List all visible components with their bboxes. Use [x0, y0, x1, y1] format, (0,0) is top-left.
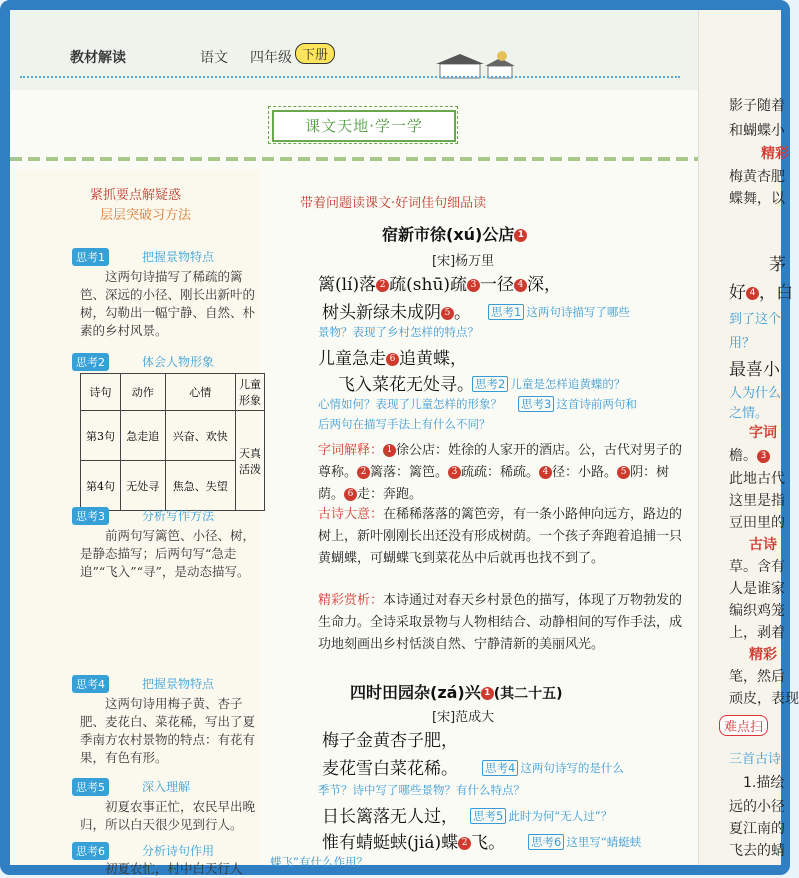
right-text: 檐。 3 [729, 445, 770, 465]
right-text: 此地古代 [729, 471, 785, 487]
think-title-1: 把握景物特点 [142, 250, 215, 264]
poem1-line1: 篱(lí)落 2 疏(shū)疏 3 一径 4 深， [318, 275, 562, 295]
think-tag-1: 思考1 [72, 248, 109, 266]
question-6-cont: 蝶飞”有什么作用？ [270, 855, 368, 869]
right-text: 和蝴蝶小 [729, 123, 785, 139]
poem2-line1: 梅子金黄杏子肥， [322, 731, 458, 751]
right-text: 茅 [769, 255, 786, 275]
right-text: 之情。 [729, 406, 769, 421]
right-text: 这里是指 [729, 493, 785, 509]
right-text: 三首古诗 [729, 752, 782, 767]
question-1-cont: 景物？表现了乡村怎样的特点？ [318, 325, 479, 339]
right-label: 古诗 [749, 537, 777, 553]
right-text: 顽皮，表现 [729, 691, 799, 707]
right-text: 飞去的蜻 [729, 843, 785, 859]
poem2-line3: 日长篱落无人过， [322, 807, 458, 827]
note-marker: 6 [386, 353, 399, 366]
think-tag-6: 思考6 [72, 842, 109, 860]
think-title-2: 体会人物形象 [142, 355, 215, 369]
poem1-author: [宋]杨万里 [432, 254, 495, 269]
left-title-2: 层层突破习方法 [100, 208, 192, 223]
poem1-title: 宿新市徐(xú)公店 1 [382, 222, 527, 245]
note-marker: 3 [467, 279, 480, 292]
think-title-3: 分析写作方法 [142, 509, 215, 523]
right-text: 豆田里的 [729, 515, 785, 531]
difficulty-tag: 难点扫 [719, 715, 768, 736]
right-text: 编织鸡笼 [729, 603, 785, 619]
think-tag-3: 思考3 [72, 507, 109, 525]
think-title-6: 分析诗句作用 [142, 844, 215, 858]
right-page-strip [698, 10, 799, 865]
think-text-6: 初夏农忙，村中白天行人 [105, 861, 243, 876]
right-text: 影子随着 [729, 98, 785, 114]
note-marker: 1 [514, 229, 527, 242]
right-text: 最喜小 [729, 360, 780, 380]
right-label: 精彩 [749, 647, 777, 663]
table-cell: 第4句 [81, 461, 121, 511]
appreciation: 精彩赏析：本诗通过对春天乡村景色的描写，体现了万物勃发的生命力。全诗采取景物与人物相结合、动静相间的写作手法，成功地刻画出乡村恬淡自然、宁静清新的美丽风光。 [318, 593, 683, 652]
table-cell: 第3句 [81, 411, 121, 461]
poem1-line4: 飞入菜花无处寻。 [338, 375, 474, 395]
table-header: 儿童形象 [236, 374, 265, 411]
right-text: 人为什么 [729, 386, 782, 401]
poem2-author: [宋]范成大 [432, 710, 495, 725]
think-title-4: 把握景物特点 [142, 677, 215, 691]
right-text: 蝶舞，以 [729, 191, 785, 207]
right-text: 1.描绘 [743, 775, 785, 791]
page-header [10, 10, 780, 90]
right-text: 到了这个 [729, 312, 782, 327]
volume-badge: 下册 [295, 43, 335, 64]
left-column [10, 170, 261, 876]
poem1-line3: 儿童急走 6 追黄蝶， [318, 349, 467, 369]
bamboo-divider [10, 157, 698, 161]
right-text: 人是谁家 [729, 581, 785, 597]
think-text-4: 这两句诗用梅子黄、杏子肥、麦花白、菜花稀，写出了夏季南方农村景物的特点：有花有果，有色有形。 [80, 696, 256, 765]
question-4: 思考4 这两句诗写的是什么 [482, 760, 624, 776]
right-text: 梅黄杏肥 [729, 169, 785, 185]
grade: 四年级 [250, 50, 292, 66]
table-cell-image: 天真活泼 [236, 411, 265, 511]
table-header: 心情 [165, 374, 235, 411]
question-2-cont: 心情如何？表现了儿童怎样的形象？ [318, 397, 502, 411]
right-label: 精彩 [761, 146, 789, 162]
think-text-3: 前两句写篱笆、小径、树，是静态描写；后两句写“急走追”“飞入”“寻”，是动态描写。 [80, 528, 256, 579]
question-2: 思考2 儿童是怎样追黄蝶的？ [472, 376, 625, 392]
character-table [80, 373, 265, 511]
note-marker: 2 [376, 279, 389, 292]
note-marker: 1 [481, 687, 494, 700]
center-intro: 带着问题读课文·好词佳句细品读 [300, 196, 487, 211]
poem2-title: 四时田园杂(zá)兴 1 (其二十五) [350, 683, 563, 702]
right-text: 上，剥着 [729, 625, 785, 641]
word-explanation: 字词解释： 1 徐公店：姓徐的人家开的酒店。公，古代对男子的尊称。 2 篱落：篱笆。 3 疏疏：稀疏。 4 径：小路。 5 阴：树荫。 6 走：奔跑。 [318, 443, 683, 502]
question-4-cont: 季节？诗中写了哪些景物？有什么特点？ [318, 783, 525, 797]
right-text: 远的小径 [729, 799, 785, 815]
subject: 语文 [200, 50, 228, 66]
right-text: 用？ [729, 336, 756, 351]
header-dashed-line [20, 76, 680, 78]
poem-meaning: 古诗大意：在稀稀落落的篱笆旁，有一条小路伸向远方，路边的树上，新叶刚刚长出还没有形成树荫。一个孩子奔跑着追捕一只黄蝴蝶，可蝴蝶飞到菜花丛中后就再也找不到了。 [318, 507, 683, 566]
table-cell: 兴奋、欢快 [165, 411, 235, 461]
note-marker: 4 [514, 279, 527, 292]
think-text-5: 初夏农事正忙，农民早出晚归，所以白天很少见到行人。 [80, 799, 256, 832]
question-3: 思考3 这首诗前两句和 [518, 396, 637, 412]
left-title-1: 紧抓要点解疑惑 [90, 188, 182, 203]
note-marker: 5 [441, 307, 454, 320]
right-label: 字词 [749, 425, 777, 441]
right-text: 笔，然后 [729, 669, 785, 685]
question-5: 思考5 此时为何“无人过”？ [470, 808, 612, 824]
question-1: 思考1 这两句诗描写了哪些 [488, 304, 630, 320]
book-title: 教材解读 [70, 50, 126, 66]
think-text-1: 这两句诗描写了稀疏的篱笆、深远的小径、刚长出新叶的树，勾勒出一幅宁静、自然、朴素的乡村风景。 [80, 269, 256, 338]
table-cell: 急走追 [120, 411, 165, 461]
think-tag-4: 思考4 [72, 675, 109, 693]
right-text: 草。含有 [729, 559, 785, 575]
poem2-line4: 惟有蜻蜓蛱(jiá)蝶 2 飞。 [322, 833, 506, 853]
section-banner: 课文天地·学一学 [272, 110, 456, 142]
table-header: 诗句 [81, 374, 121, 411]
question-6: 思考6 这里写“蜻蜓蛱 [528, 834, 641, 850]
think-tag-5: 思考5 [72, 778, 109, 796]
think-title-5: 深入理解 [142, 780, 191, 794]
right-text: 夏江南的 [729, 821, 785, 837]
think-tag-2: 思考2 [72, 353, 109, 371]
table-cell: 焦急、失望 [165, 461, 235, 511]
table-cell: 无处寻 [120, 461, 165, 511]
question-3-cont: 后两句在描写手法上有什么不同？ [318, 417, 491, 431]
right-text: 好 4 ，白 [729, 283, 793, 303]
poem1-line2: 树头新绿未成阴 5 。 [322, 303, 471, 323]
table-header: 动作 [120, 374, 165, 411]
note-marker: 2 [458, 837, 471, 850]
poem2-line2: 麦花雪白菜花稀。 [322, 759, 458, 779]
